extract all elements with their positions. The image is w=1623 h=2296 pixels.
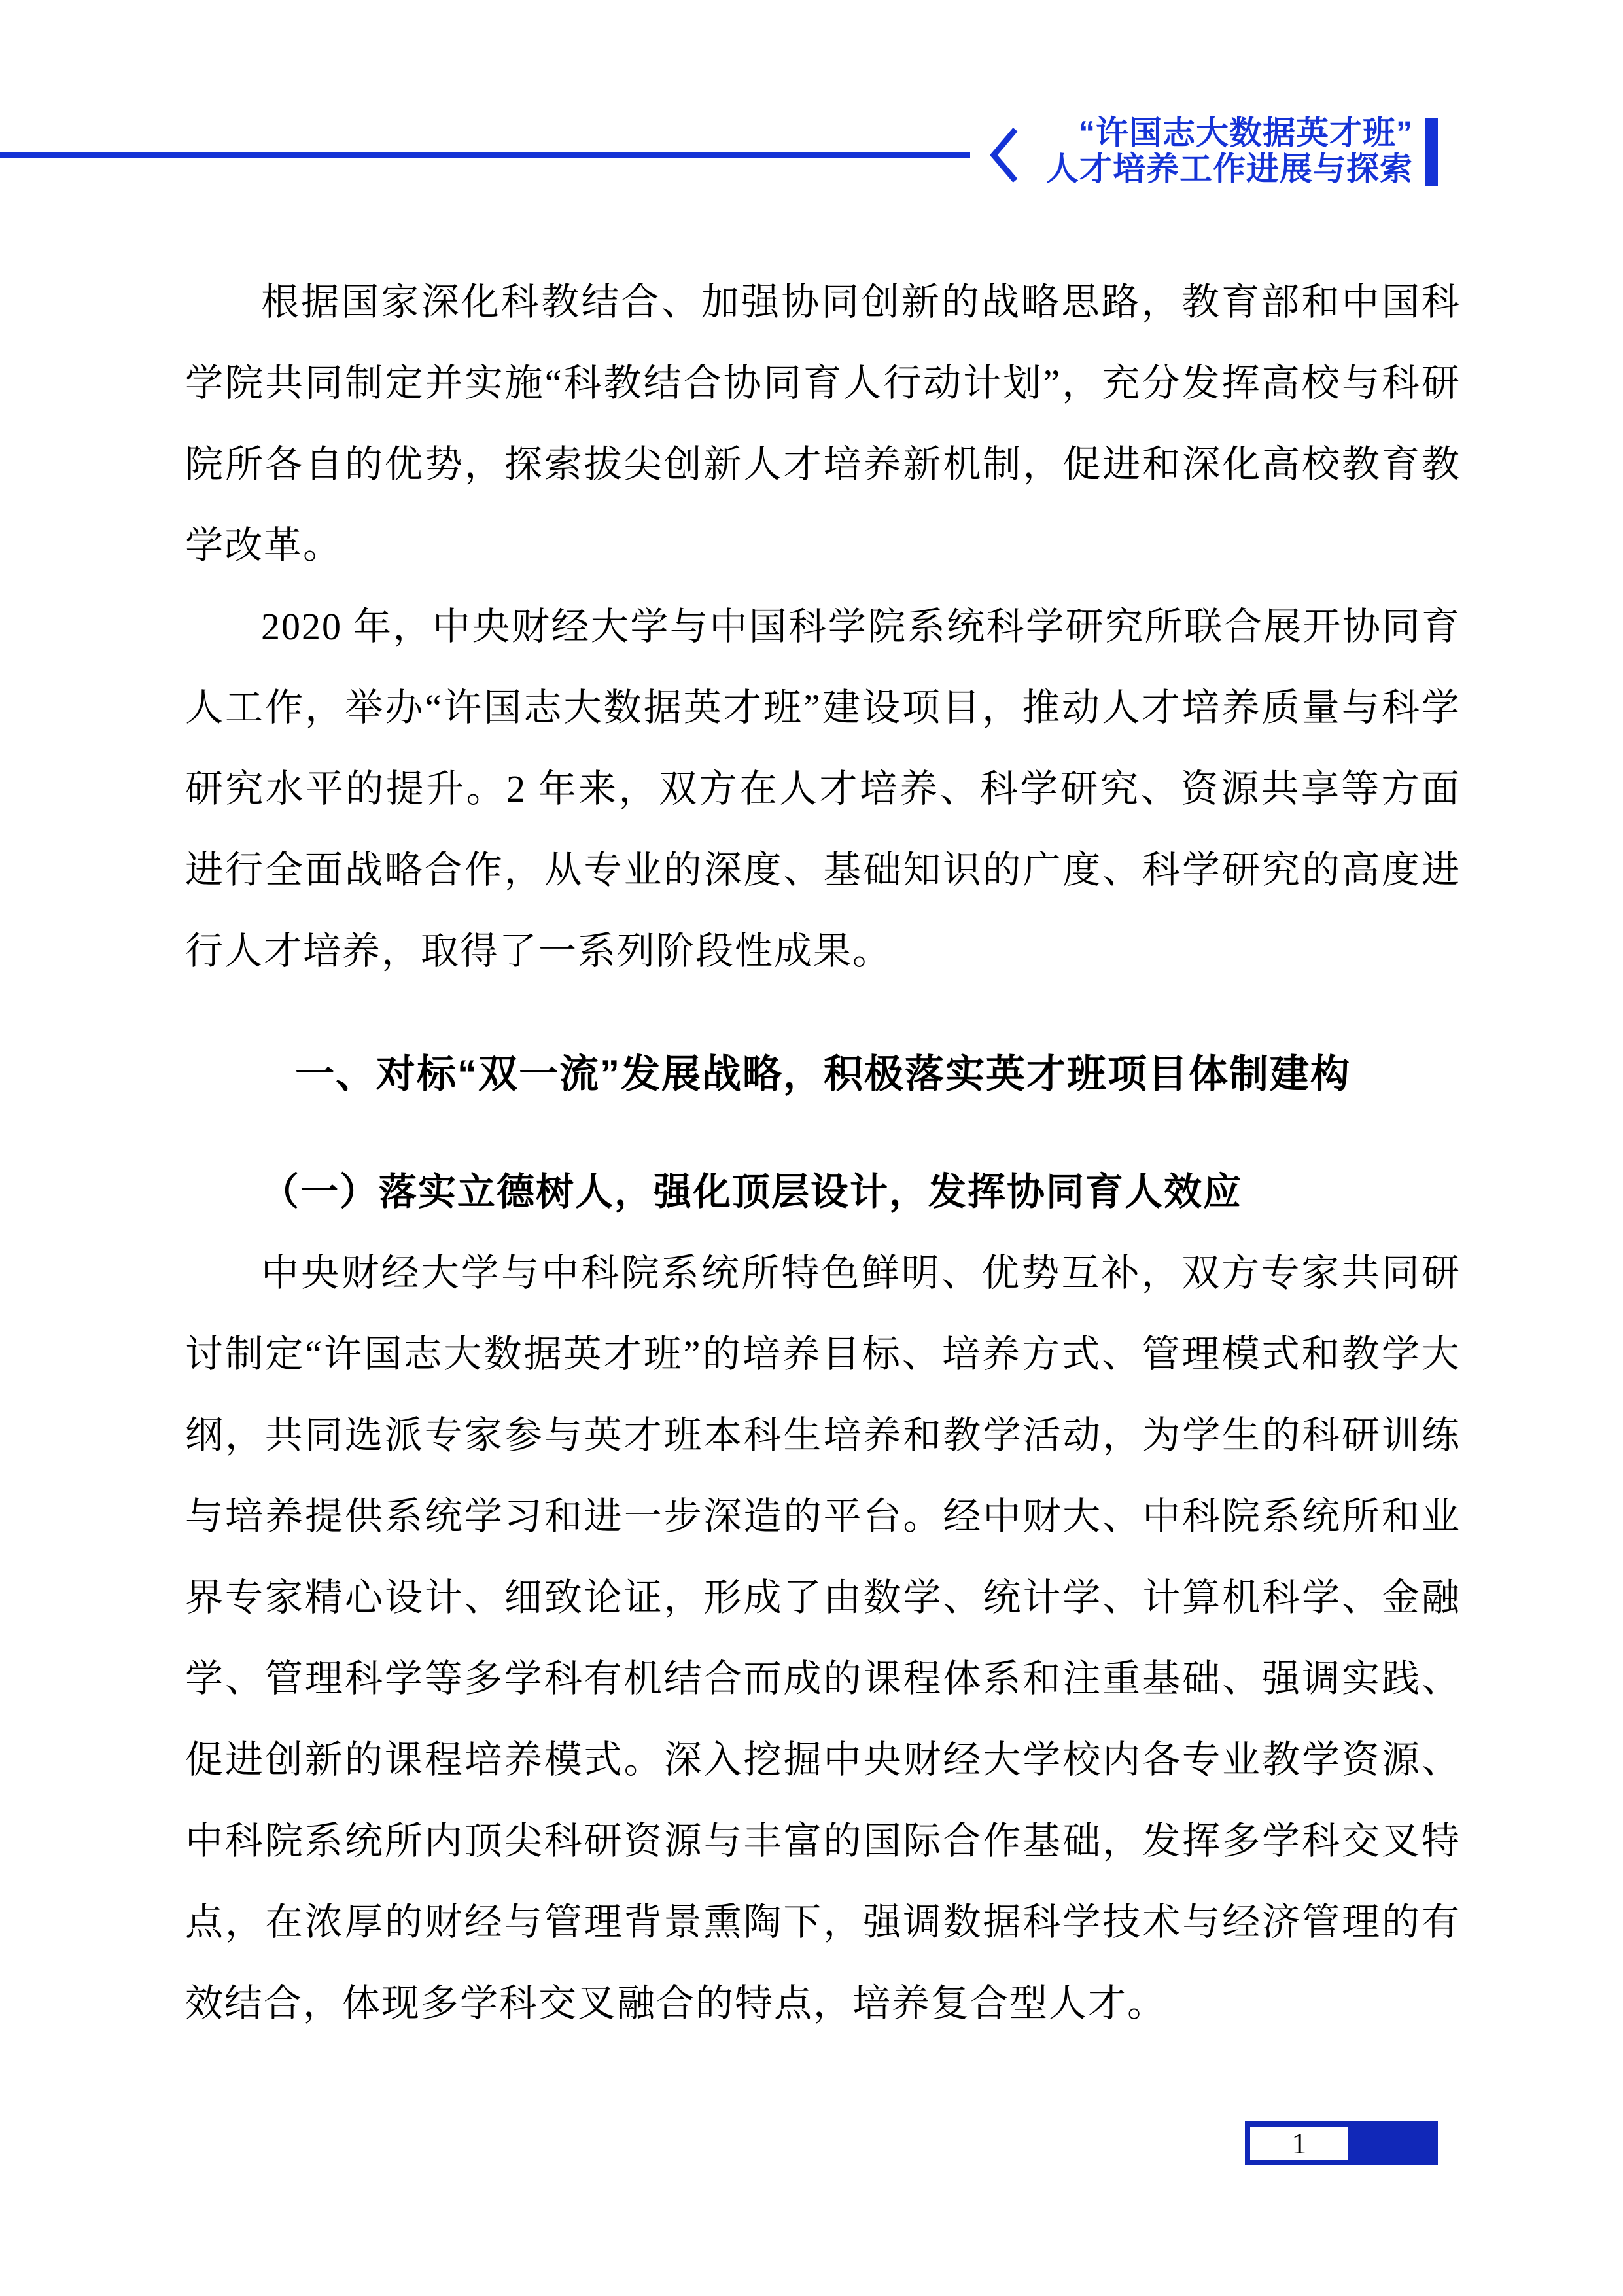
header-rule — [0, 152, 970, 158]
header-title-line1: “许国志大数据英才班” — [1079, 115, 1413, 151]
header-title-line2: 人才培养工作进展与探索 — [1046, 150, 1413, 187]
subsection-heading: （一）落实立德树人，强化顶层设计，发挥协同育人效应 — [261, 1171, 1243, 1213]
page-number: 1 — [1250, 2127, 1348, 2160]
paragraph-3: 中央财经大学与中科院系统所特色鲜明、优势互补，双方专家共同研讨制定“许国志大数据英才班”的培养目标、培养方式、管理模式和教学大纲，共同选派专家参与英才班本科生培养和教学活动，为学生的科研训练与培养提供系统学习和进一步深造的平台。经中财大、中科院系统所和业界专家精心设计、细致论证，形成了由数学、统计学、计算机科学、金融学、管理科学等多学科有机结合而成的课程体系和注重基础、强调实践、促进创新的课程培养模式。深入挖掘中央财经大学校内各专业教学资源、中科院系统所内顶尖科研资源与丰富的国际合作基础，发挥多学科交叉特点，在浓厚的财经与管理背景熏陶下，强调数据科学技术与经济管理的有效结合，体现多学科交叉融合的特点，培养复合型人才。 — [185, 1252, 1461, 2024]
section-heading: 一、对标“双一流”发展战略，积极落实英才班项目体制建构 — [295, 1052, 1351, 1096]
header-title — [1046, 115, 1413, 187]
chevron-left-icon — [988, 126, 1022, 185]
header-side-bar — [1425, 118, 1438, 186]
footer-accent-block — [1348, 2127, 1433, 2160]
paragraph-1: 根据国家深化科教结合、加强协同创新的战略思路，教育部和中国科学院共同制定并实施“科教结合协同育人行动计划”，充分发挥高校与科研院所各自的优势，探索拔尖创新人才培养新机制，促进和深化高校教育教学改革。 — [185, 281, 1461, 567]
page-number-box — [1245, 2121, 1438, 2165]
paragraph-2: 2020 年，中央财经大学与中国科学院系统科学研究所联合展开协同育人工作，举办“许国志大数据英才班”建设项目，推动人才培养质量与科学研究水平的提升。2 年来，双方在人才培养、科学研究、资源共享等方面进行全面战略合作，从专业的深度、基础知识的广度、科学研究的高度进行人才培养，取得了一系列阶段性成果。 — [185, 605, 1461, 972]
document-body — [185, 262, 1461, 2044]
